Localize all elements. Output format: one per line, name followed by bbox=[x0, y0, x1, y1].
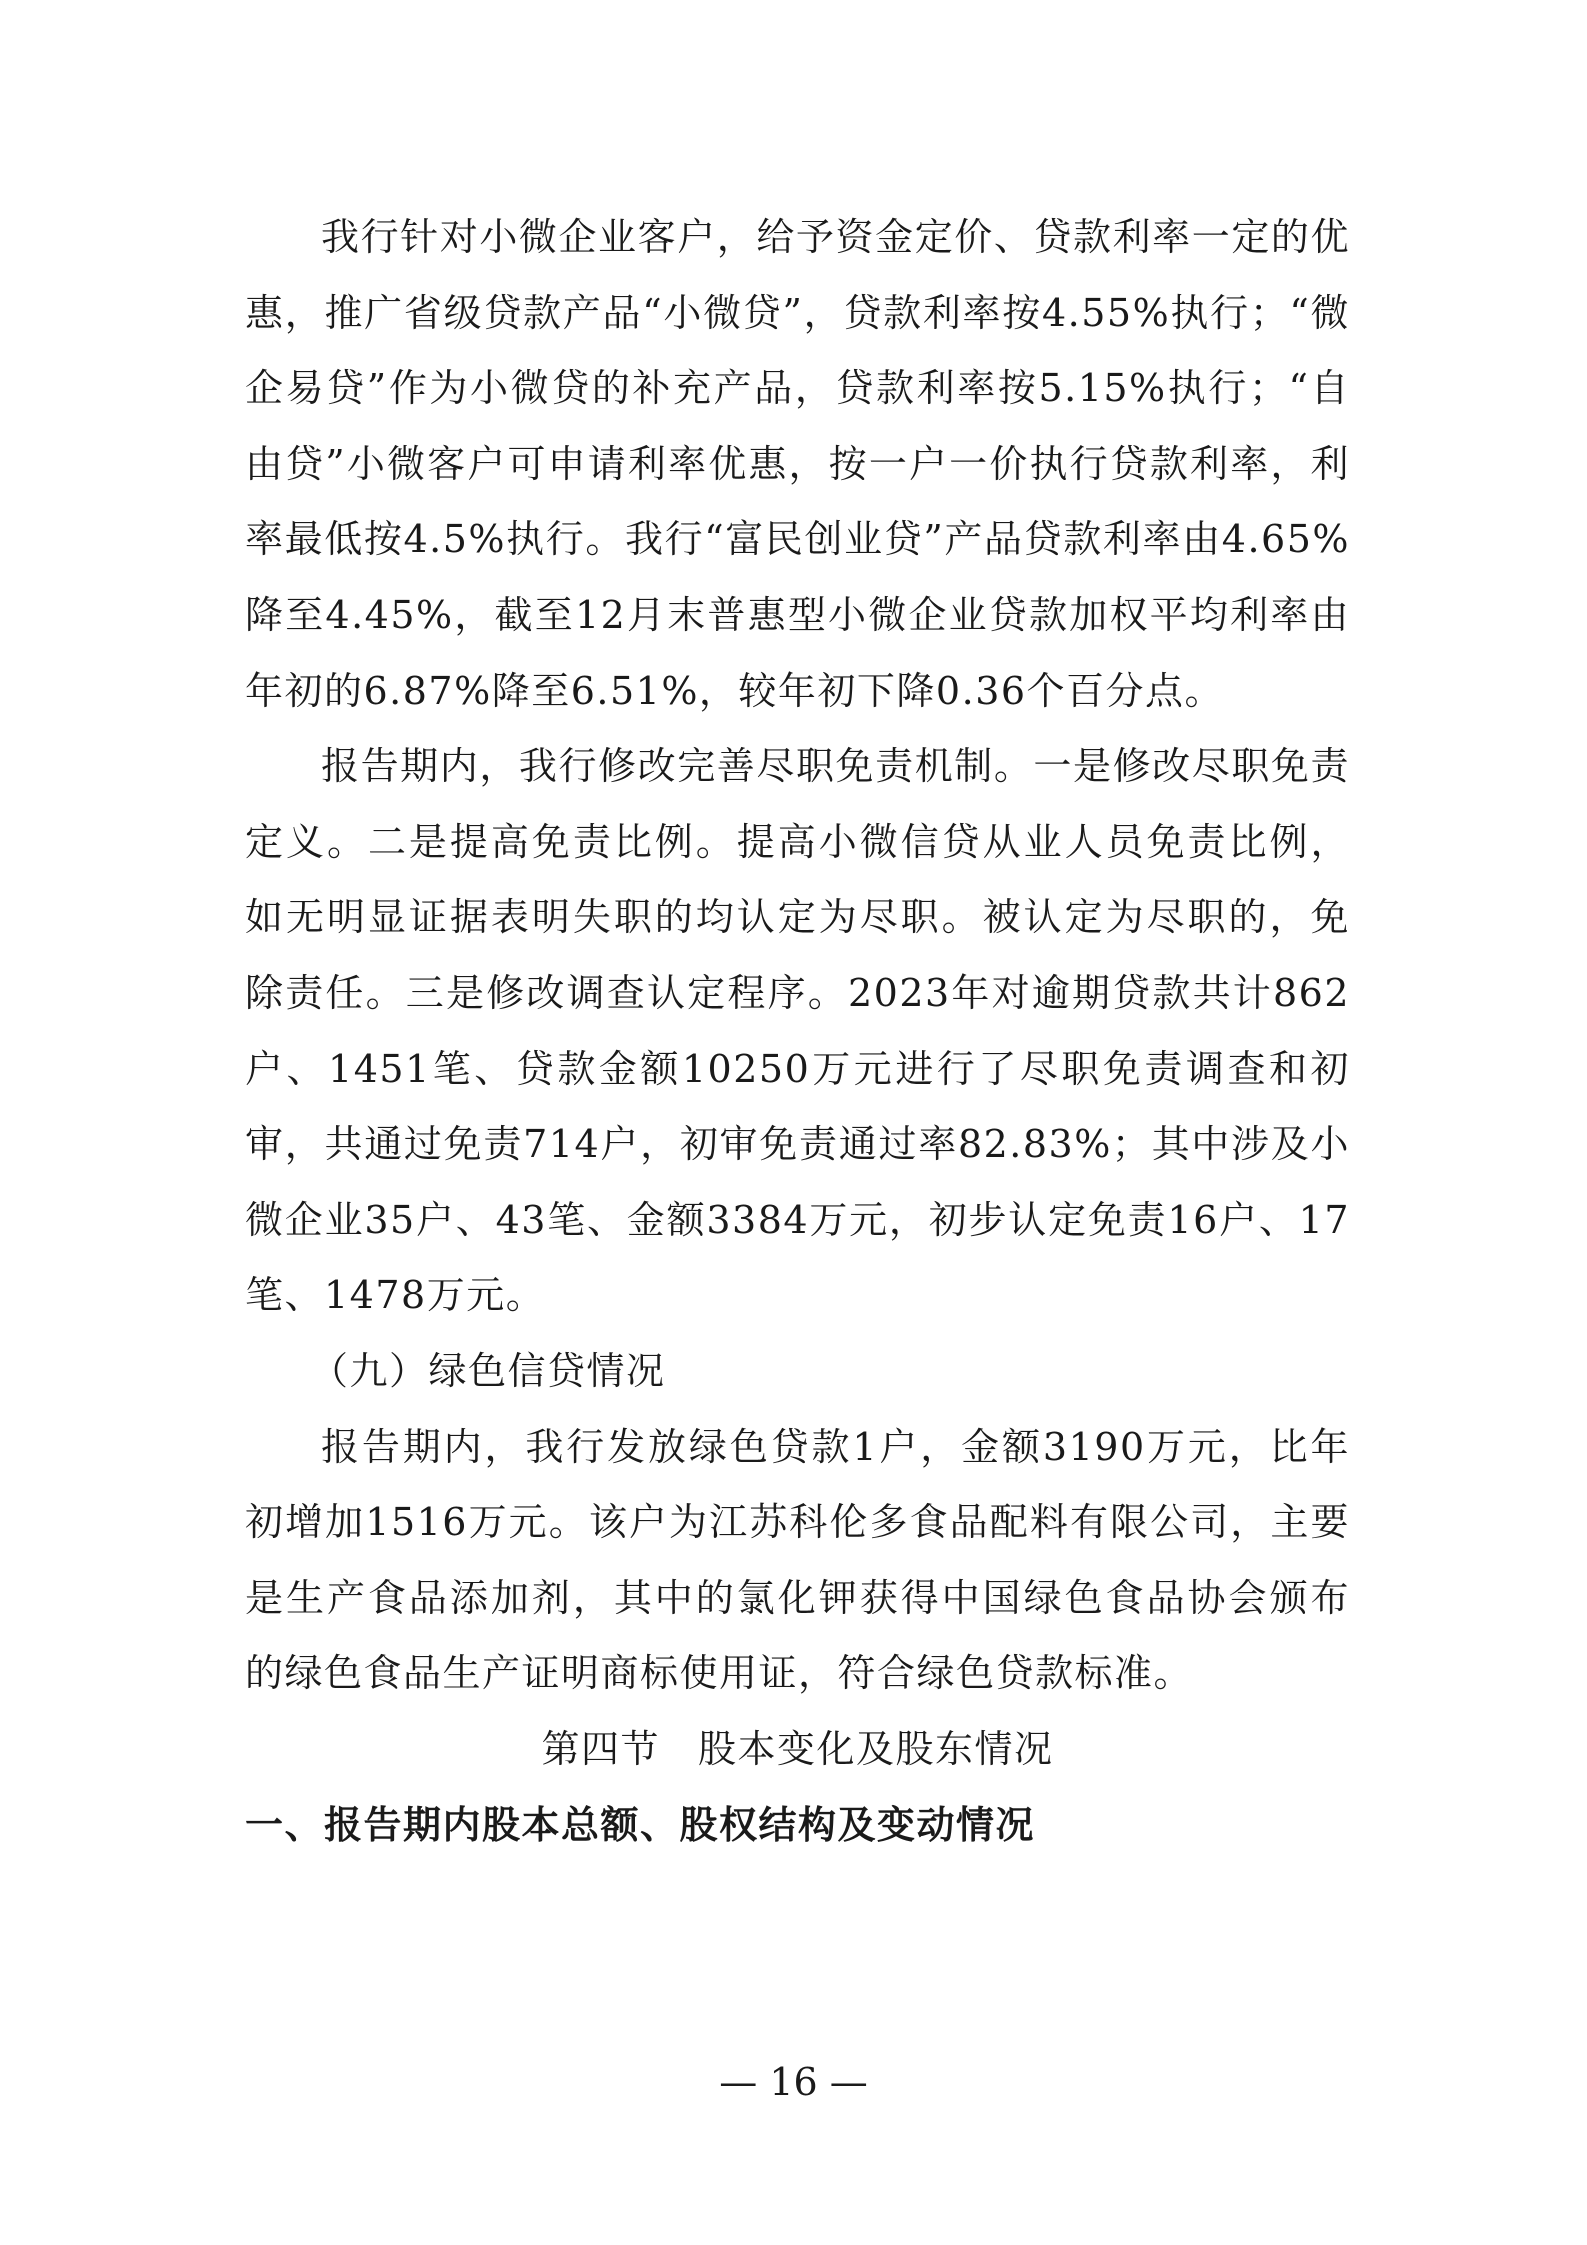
paragraph-green-credit: 报告期内，我行发放绿色贷款1户，金额3190万元，比年初增加1516万元。该户为江苏科伦多食品配料有限公司，主要是生产食品添加剂，其中的氯化钾获得中国绿色食品协会颁布的绿色食品生产证明商标使用证，符合绿色贷款标准。 bbox=[245, 1424, 1350, 1696]
chapter-heading: 一、报告期内股本总额、股权结构及变动情况 bbox=[245, 1802, 1036, 1848]
page-content bbox=[245, 200, 1350, 1863]
section-number: 第四节 bbox=[541, 1726, 660, 1771]
page-number: — 16 — bbox=[719, 2060, 868, 2104]
section-title bbox=[245, 1712, 1350, 1788]
subheading-green-credit: （九）绿色信贷情况 bbox=[310, 1348, 666, 1393]
paragraph-due-diligence: 报告期内，我行修改完善尽职免责机制。一是修改尽职免责定义。二是提高免责比例。提高小微信贷从业人员免责比例，如无明显证据表明失职的均认定为尽职。被认定为尽职的，免除责任。三是修改调查认定程序。2023年对逾期贷款共计862户、1451笔、贷款金额10250万元进行了尽职免责调查和初审，共通过免责714户，初审免责通过率82.83%；其中涉及小微企业35户、43笔、金额3384万元，初步认定免责16户、17笔、1478万元。 bbox=[245, 744, 1350, 1318]
paragraph-loan-rates: 我行针对小微企业客户，给予资金定价、贷款利率一定的优惠，推广省级贷款产品“小微贷”，贷款利率按4.55%执行；“微企易贷”作为小微贷的补充产品，贷款利率按5.15%执行；“自由贷”小微客户可申请利率优惠，按一户一价执行贷款利率，利率最低按4.5%执行。我行“富民创业贷”产品贷款利率由4.65%降至4.45%，截至12月末普惠型小微企业贷款加权平均利率由年初的6.87%降至6.51%，较年初下降0.36个百分点。 bbox=[245, 215, 1350, 713]
section-name: 股本变化及股东情况 bbox=[698, 1726, 1054, 1771]
